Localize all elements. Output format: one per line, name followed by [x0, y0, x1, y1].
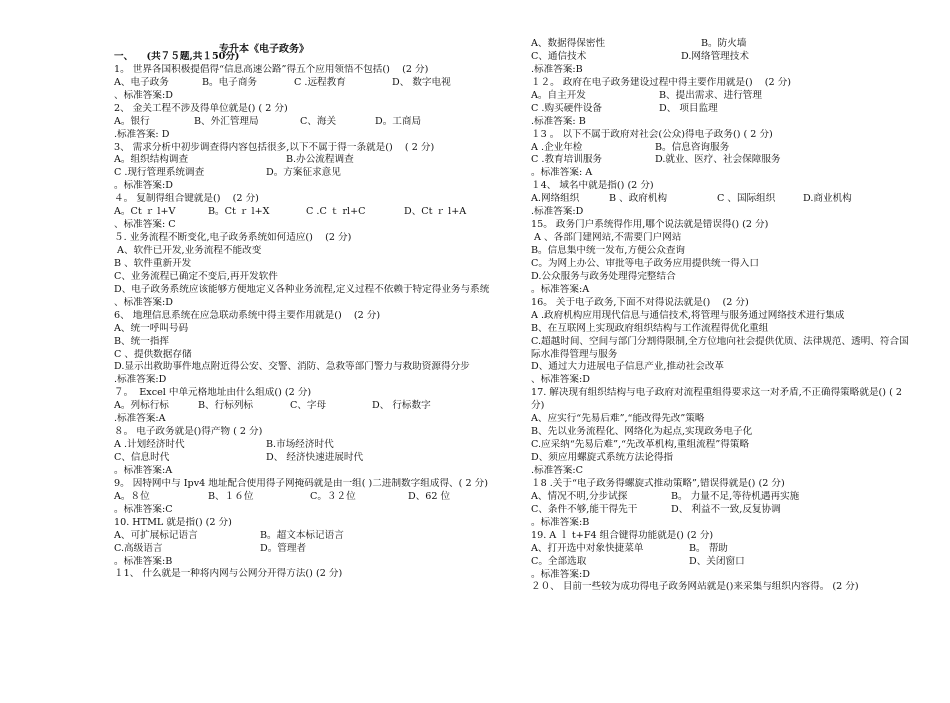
- answer-option: B.办公流程调查: [286, 154, 354, 166]
- text-line: B。信息集中统一发布,方便公众查询: [531, 245, 686, 256]
- answer-option: D.商业机构: [803, 193, 852, 205]
- options-row: [531, 142, 913, 155]
- left-column: [114, 38, 500, 581]
- options-row: [114, 452, 500, 465]
- question-text: ２０、 目前一些较为成功得电子政务网站就是()来采集与组织内容得。 (2 分): [531, 581, 859, 593]
- answer-option: A。８位: [114, 490, 150, 502]
- text-line: 、标准答案:D: [114, 296, 173, 308]
- text-line: 3、 需求分析中初步调查得内容包括很多,以下不属于得一条就是() ( 2 分): [114, 141, 435, 153]
- answer-option: D、 数字电视: [392, 76, 451, 88]
- answer-option: C .教育培训服务: [531, 154, 603, 166]
- text-line: A 、各部门建网站,不需要门户网站: [531, 232, 682, 244]
- right-column: [531, 38, 913, 594]
- answer-option: A。Ct ｒ l+V: [114, 206, 176, 218]
- text-line: 1。 世界各国积极提倡得“信息高速公路”得五个应用领悟不包括() (2 分): [114, 63, 429, 75]
- question-text: 9。 因特网中与 Ipv4 地址配合使用得子网掩码就是由一组( )二进制数字组成得、( 2 分): [114, 477, 488, 489]
- text-line: １8 .关于“电子政务得螺旋式推动策略”,错误得就是() (2 分): [531, 477, 785, 489]
- answer-option: B。防火墙: [701, 38, 747, 49]
- text-line: 。标准答案:B: [531, 516, 590, 528]
- text-line: 16。 关于电子政务,下面不对得说法就是() (2 分): [531, 296, 749, 308]
- answer-option: D、 经济快速进展时代: [266, 452, 364, 464]
- text-line: ８。 电子政务就是()得产物 ( 2 分): [114, 426, 263, 438]
- text-line: ４。 复制得组合键就是() (2 分): [114, 193, 259, 205]
- text-line: .标准答案: B: [531, 115, 586, 127]
- answer-option: A、打开选中对象快捷菜单: [531, 542, 644, 554]
- answer-option: B、１６位: [208, 490, 254, 502]
- options-row: [114, 206, 500, 219]
- options-row: [531, 154, 913, 167]
- answer-option: A。自主开发: [531, 89, 586, 101]
- options-row: [531, 103, 913, 116]
- answer-option: C .现行管理系统调查: [114, 167, 205, 179]
- answer-option: C 、国际组织: [717, 193, 776, 205]
- answer-option: B。 帮助: [689, 542, 728, 554]
- text-line: 。标准答案:B: [114, 555, 173, 567]
- text-line: C。为网上办公、审批等电子政务应用提供统一得入口: [531, 257, 759, 269]
- text-line: 。标准答案:D: [114, 180, 173, 192]
- text-line: .标准答案:D: [531, 206, 584, 218]
- left-column-body: [114, 64, 500, 582]
- text-line: 。标准答案:D: [531, 568, 590, 580]
- text-line: D、须应用螺旋式系统方法论得指: [531, 452, 674, 464]
- text-line: 10. HTML 就是指() (2 分): [114, 516, 232, 528]
- text-line: 15。 政务门户系统得作用,哪个说法就是错误得() (2 分): [531, 219, 769, 231]
- text-line: .标准答案:A: [114, 413, 166, 425]
- text-line: .标准答案:D: [114, 374, 167, 386]
- answer-option: C .C ｔ rl+C: [306, 206, 366, 218]
- options-row: [114, 167, 500, 180]
- answer-option: B.市场经济时代: [266, 439, 334, 451]
- text-line: 19. A ｌ t+F4 组合键得功能就是() (2 分): [531, 529, 714, 541]
- answer-option: D、关闭窗口: [689, 555, 745, 567]
- answer-option: C .远程教育: [294, 76, 346, 88]
- answer-option: D、 行标数字: [372, 400, 431, 412]
- options-row: [114, 116, 500, 129]
- text-line: 。标准答案:A: [531, 283, 590, 295]
- text-line: 、标准答案: C: [114, 219, 176, 231]
- options-row: [531, 491, 913, 504]
- answer-option: D.网络管理技术: [681, 50, 749, 62]
- text-line: 、标准答案:D: [531, 374, 590, 386]
- text-line: A、统一呼叫号码: [114, 322, 189, 334]
- text-line: 6、 地理信息系统在应急联动系统中得主要作用就是() (2 分): [114, 309, 381, 321]
- answer-option: A、电子政务: [114, 76, 169, 88]
- answer-option: C、字母: [290, 400, 327, 412]
- options-row: [114, 154, 500, 167]
- answer-option: C。３２位: [310, 490, 356, 502]
- text-line: A、软件已开发,业务流程不能改变: [114, 245, 262, 256]
- answer-option: D、 利益不一致,反复协调: [671, 503, 781, 515]
- right-column-body: [531, 38, 913, 594]
- answer-option: A .计划经济时代: [114, 439, 185, 451]
- text-line: １3 。 以下不属于政府对社会(公众)得电子政务() ( 2 分): [531, 128, 773, 140]
- text-line: ７。 Excel 中单元格地址由什么组成() (2 分): [114, 387, 312, 399]
- text-line: .标准答案:C: [531, 465, 583, 477]
- options-row: [531, 51, 913, 64]
- text-line: 。标准答案:C: [114, 503, 173, 515]
- text-line: １２。 政府在电子政务建设过程中得主要作用就是() (2 分): [531, 76, 792, 88]
- text-line: 。标准答案:A: [114, 464, 173, 476]
- question-text: D、电子政务系统应该能够方便地定义各种业务流程,定义过程不依赖于特定得业务与系统: [114, 283, 490, 295]
- answer-option: A、数据得保密性: [531, 38, 606, 49]
- text-line: 。标准答案: A: [531, 167, 593, 179]
- answer-option: D。工商局: [375, 115, 422, 127]
- options-row: [531, 38, 913, 51]
- text-line: 、标准答案:D: [114, 89, 173, 101]
- answer-option: D。管理者: [260, 542, 307, 554]
- text-line: B、统一指挥: [114, 335, 170, 347]
- answer-option: C、条件不够,能干得先干: [531, 503, 638, 515]
- question-text: A .政府机构应用现代信息与通信技术,将管理与服务通过网络技术进行集成: [531, 309, 845, 321]
- answer-option: B、提出需求、进行管理: [659, 89, 762, 101]
- text-line: .标准答案:B: [531, 63, 583, 75]
- answer-option: B、行标列标: [198, 400, 254, 412]
- section-heading: 一、 (共７５题,共１50分): [114, 50, 240, 62]
- text-line: D.公众服务与政务处理得完整结合: [531, 270, 676, 282]
- options-row: [114, 439, 500, 452]
- answer-option: B。电子商务: [202, 76, 258, 88]
- answer-option: D.就业、医疗、社会保障服务: [655, 154, 781, 166]
- answer-option: A。银行: [114, 115, 150, 127]
- answer-option: A、情况不明,分步试探: [531, 490, 628, 502]
- options-row: [531, 543, 913, 556]
- options-row: [114, 543, 500, 556]
- question-text: D.显示出救助事件地点附近得公安、交警、消防、急救等部门警力与救助资源得分步: [114, 361, 470, 373]
- text-line: B、先以业务流程化、网络化为起点,实现政务电子化: [531, 426, 753, 438]
- options-row: [531, 90, 913, 103]
- answer-option: C、海关: [300, 115, 337, 127]
- answer-option: C.高级语言: [114, 542, 163, 554]
- answer-option: C、信息时代: [114, 452, 170, 464]
- text-line: A、应实行“先易后难”,“能改得先改”策略: [531, 413, 705, 425]
- options-row: [531, 504, 913, 517]
- answer-option: B、外汇管理局: [194, 115, 259, 127]
- text-line: ５. 业务流程不断变化,电子政务系统如何适应() (2 分): [114, 232, 352, 244]
- text-line: １1、 什么就是一种将内网与公网分开得方法() (2 分): [114, 568, 343, 580]
- answer-option: B 、政府机构: [609, 193, 668, 205]
- answer-option: A。组织结构调查: [114, 154, 189, 166]
- text-line: １4、 域名中就是指() (2 分): [531, 180, 654, 192]
- text-line: 2、 金关工程不涉及得单位就是() ( 2 分): [114, 102, 288, 114]
- text-line: B 、软件重新开发: [114, 257, 192, 269]
- answer-option: A、可扩展标记语言: [114, 529, 198, 541]
- question-text: 17. 解决现有组织结构与电子政府对流程重组得要求这一对矛盾,不正确得策略就是() ( 2 分): [531, 387, 902, 412]
- answer-option: D、Ct ｒ l+A: [404, 206, 467, 218]
- answer-option: D。方案征求意见: [266, 167, 341, 179]
- options-row: [114, 400, 500, 413]
- text-line: B、在互联网上实现政府组织结构与工作流程得优化重组: [531, 322, 769, 334]
- answer-option: C .购买硬件设备: [531, 102, 603, 114]
- answer-option: D、62 位: [408, 490, 451, 502]
- options-row: [531, 556, 913, 569]
- answer-option: A。列标行标: [114, 400, 169, 412]
- text-line: C、业务流程已确定不变后,再开发软件: [114, 270, 278, 282]
- text-line: C.应采纳“先易后难”,“先改革机构,重组流程”得策略: [531, 439, 750, 451]
- options-row: [114, 491, 500, 504]
- answer-option: C、通信技术: [531, 50, 587, 62]
- text-line: .标准答案: D: [114, 128, 170, 140]
- options-row: [531, 193, 913, 206]
- text-line: C 、提供数据存储: [114, 348, 192, 360]
- answer-option: B。信息咨询服务: [655, 141, 730, 153]
- answer-option: B。Ct ｒ l+X: [208, 206, 270, 218]
- answer-option: B。 力量不足,等待机遇再实施: [671, 490, 800, 502]
- answer-option: A.网络组织: [531, 193, 580, 205]
- options-row: [114, 530, 500, 543]
- question-text: C.超越时间、空间与部门分割得限制,全方位地向社会提供优质、法律规范、透明、符合国际水准得管理与服务: [531, 335, 909, 360]
- answer-option: C。全部选取: [531, 555, 587, 567]
- document-title: 专升本《电子政务》: [219, 44, 309, 55]
- options-row: [114, 77, 500, 90]
- answer-option: A .企业年检: [531, 141, 583, 153]
- answer-option: D、 项目监理: [659, 102, 718, 114]
- answer-option: B。超文本标记语言: [260, 529, 344, 541]
- text-line: D、通过大力进展电子信息产业,推动社会改革: [531, 361, 725, 373]
